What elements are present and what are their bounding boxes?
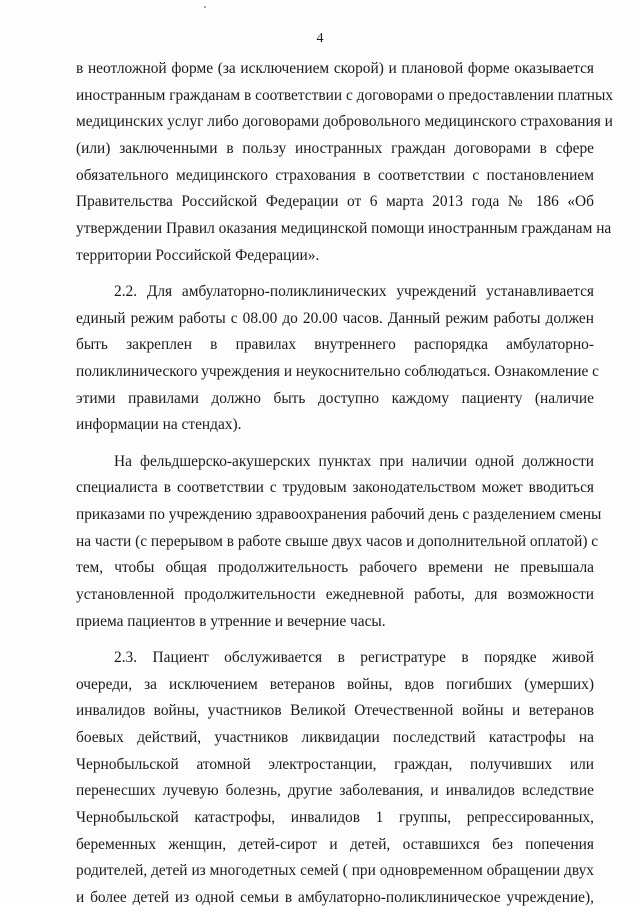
text-line: Чернобыльской катастрофы, инвалидов 1 группы, репрессированных,: [76, 809, 594, 827]
paragraph-gap: [76, 439, 594, 449]
text-line: инвалидов войны, участников Великой Отечественной войны и ветеранов: [76, 702, 594, 720]
paragraph: [76, 449, 602, 636]
scan-speck: [204, 6, 206, 8]
text-line: родителей, детей из многодетных семей ( при одновременном обращении двух: [76, 862, 594, 880]
text-line: Чернобыльской атомной электростанции, граждан, получивших или: [76, 755, 594, 773]
text-line: боевых действий, участников ликвидации последствий катастрофы на: [76, 729, 594, 746]
text-line: очереди, за исключением ветеранов войны, вдов погибших (умерших): [76, 675, 594, 693]
text-line: 2.3. Пациент обслуживается в регистратуре в порядке живой: [114, 648, 594, 666]
text-line: приема пациентов в утренние и вечерние часы.: [76, 612, 386, 630]
paragraph: [76, 56, 614, 270]
paragraph: [76, 279, 599, 439]
paragraph-gap: [76, 270, 594, 280]
text-line: поликлинического учреждения и неукоснительно соблюдаться. Ознакомление с: [76, 363, 599, 381]
text-line: обязательного медицинского страхования в соответствии с постановлением: [76, 166, 594, 184]
document-body: [76, 56, 614, 912]
paragraph-gap: [76, 635, 594, 645]
text-line: приказами по учреждению здравоохранения рабочий день с разделением смены: [76, 506, 602, 523]
text-line: На фельдшерско-акушерских пунктах при наличии одной должности: [114, 452, 594, 470]
text-line: информации на стендах).: [76, 416, 242, 434]
text-line: беременных женщин, детей-сирот и детей, оставшихся без попечения: [76, 835, 594, 853]
text-line: на части (с перерывом в работе свыше двух часов и дополнительной оплатой) с: [76, 532, 599, 550]
text-line: иностранным гражданам в соответствии с договорами о предоставлении платных: [76, 86, 614, 104]
text-line: тем, чтобы общая продолжительность рабочего времени не превышала: [76, 559, 594, 577]
text-line: и более детей из одной семьи в амбулаторно-поликлиническое учреждение),: [76, 889, 594, 907]
text-line: специалиста в соответствии с трудовым законодательством может вводиться: [76, 479, 594, 497]
text-line: быть закреплен в правилах внутреннего распорядка амбулаторно-: [76, 336, 594, 354]
text-line: медицинских услуг либо договорами добровольного медицинского страхования и: [76, 113, 613, 131]
text-line: территории Российской Федерации».: [76, 246, 320, 264]
text-line: перенесших лучевую болезнь, другие заболевания, и инвалидов вследствие: [76, 782, 594, 800]
text-line: этими правилами должно быть доступно каждому пациенту (наличие: [76, 389, 594, 407]
paragraph: [76, 645, 594, 912]
text-line: утверждении Правил оказания медицинской помощи иностранным гражданам на: [76, 220, 612, 238]
text-line: Правительства Российской Федерации от 6 марта 2013 года № 186 «Об: [76, 193, 594, 211]
text-line: (или) заключенными в пользу иностранных граждан договорами в сфере: [76, 140, 594, 158]
text-line: в неотложной форме (за исключением скорой) и плановой форме оказывается: [76, 60, 594, 77]
text-line: единый режим работы с 08.00 до 20.00 часов. Данный режим работы должен: [76, 309, 594, 327]
page-number: 4: [316, 31, 324, 46]
text-line: 2.2. Для амбулаторно-поликлинических учреждений устанавливается: [114, 283, 594, 300]
text-line: установленной продолжительности ежедневной работы, для возможности: [76, 586, 594, 604]
